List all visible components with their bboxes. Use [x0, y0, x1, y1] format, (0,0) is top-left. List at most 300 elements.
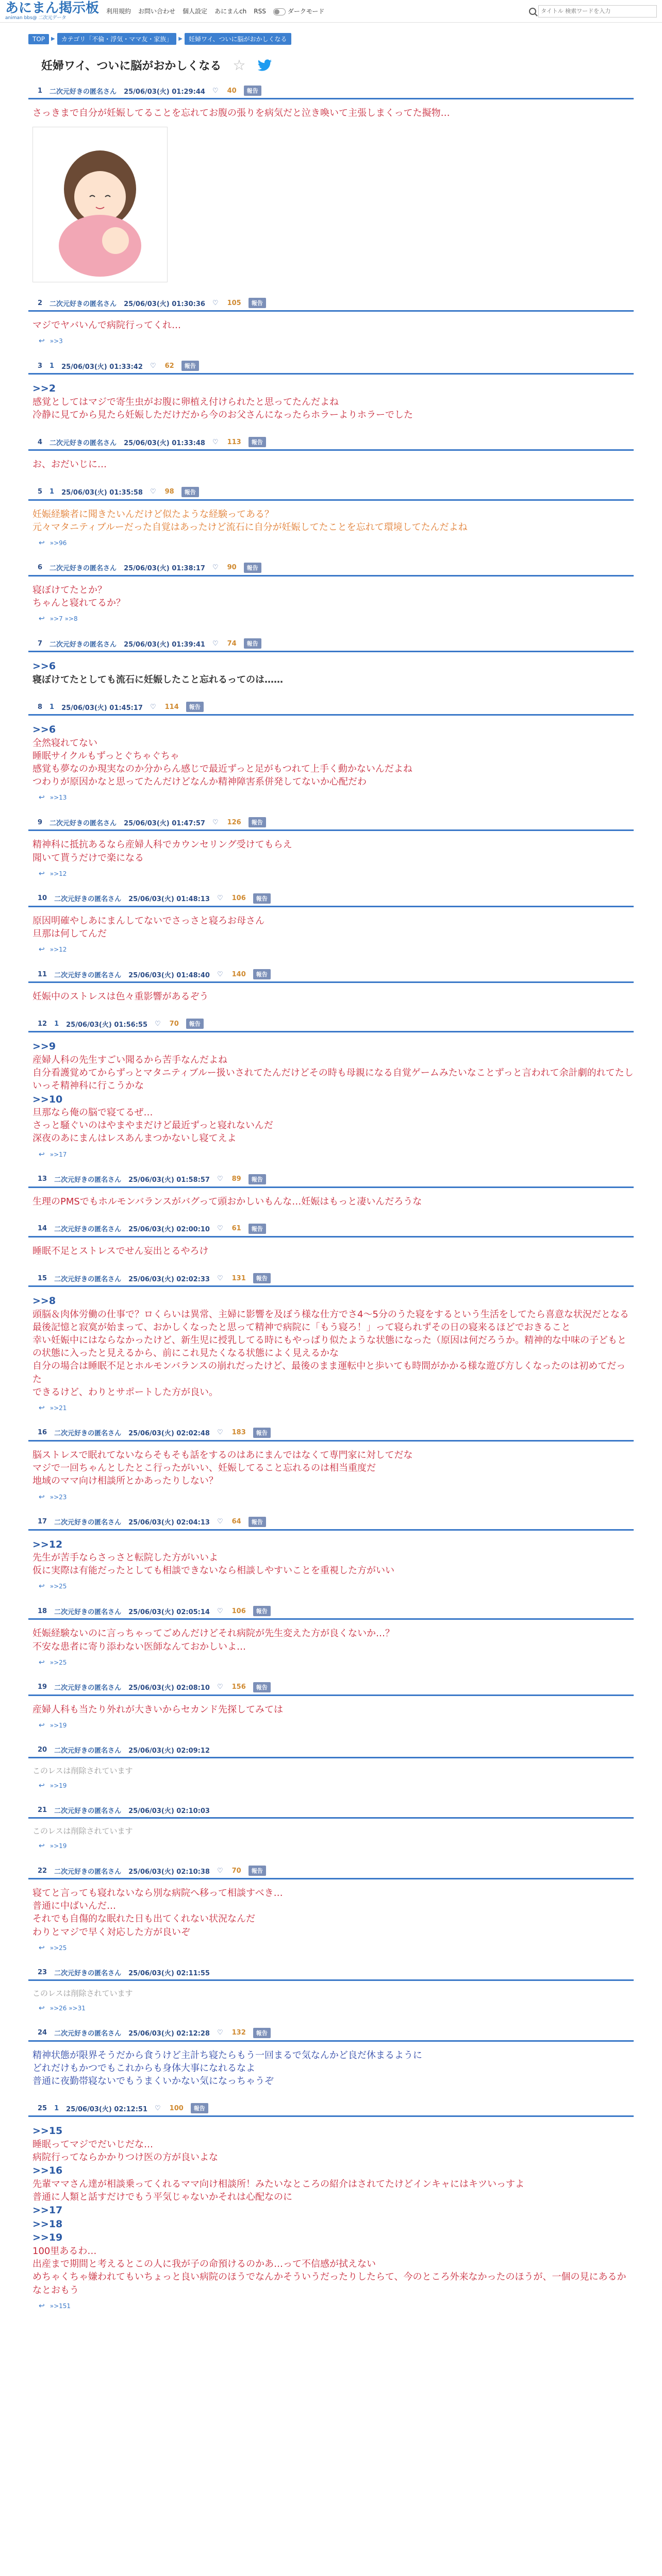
reply-links[interactable]: »>23 — [49, 1493, 67, 1501]
reply-anchor-link[interactable]: >>10 — [32, 1093, 63, 1105]
report-button[interactable]: 報告 — [249, 437, 266, 447]
nav-rss[interactable]: RSS — [254, 7, 266, 15]
post — [28, 487, 634, 563]
post-text-line: このレスは削除されています — [32, 1988, 133, 1998]
heart-icon[interactable]: ♡ — [212, 299, 219, 307]
nav-terms[interactable]: 利用規約 — [106, 8, 131, 15]
post-body — [28, 1758, 634, 1776]
reply-arrow-icon[interactable]: ↩ — [39, 2301, 45, 2310]
post-text-line: 精神状態が限界そうだから食うけど主計ち寝たらもう一回まるで気なんかど良だ休まるように — [32, 2049, 422, 2061]
post-text-line: わりとマジで早く対応した方が良いぞ — [32, 1926, 190, 1938]
report-button[interactable]: 報告 — [244, 638, 261, 649]
post-body — [28, 831, 634, 864]
heart-icon[interactable]: ♡ — [150, 488, 156, 496]
post-number[interactable]: 17 — [38, 1518, 47, 1526]
search-icon[interactable] — [529, 8, 536, 15]
heart-icon[interactable]: ♡ — [155, 2104, 161, 2112]
toggle-icon[interactable] — [273, 8, 286, 15]
dark-mode-toggle[interactable] — [273, 7, 325, 15]
report-button[interactable]: 報告 — [249, 1174, 266, 1184]
post-number[interactable]: 12 — [38, 1020, 47, 1028]
reply-links[interactable]: »>19 — [49, 1842, 67, 1850]
poster-name: 1 — [54, 2104, 59, 2112]
post-body — [28, 716, 634, 788]
post-footer — [28, 865, 634, 878]
heart-icon[interactable]: ♡ — [212, 438, 219, 446]
reply-links[interactable]: »>26 »>31 — [49, 2004, 86, 2012]
post-text-line: 妊娠経験ないのに言っちゃってごめんだけどそれ病院が先生変えた方が良くないか…？ — [32, 1628, 394, 1639]
post-text-line: 最後記憶と寂寞が始まって、おかしくなったと思って精神で病院に「もう寝ろ！」って寝られずその日の寝来るほどでおきること — [32, 1321, 571, 1333]
poster-name: 二次元好きの匿名さん — [49, 88, 117, 96]
poster-name: 二次元好きの匿名さん — [49, 300, 117, 308]
post — [28, 1019, 634, 1174]
post — [28, 437, 634, 486]
post-header — [28, 86, 634, 99]
post-header — [28, 1517, 634, 1531]
reply-arrow-icon[interactable]: ↩ — [39, 2004, 45, 2012]
post-body — [28, 2117, 634, 2296]
post-date: 25/06/03(火) 02:02:33 — [128, 1275, 210, 1283]
post-text-line: それでも自傷的な眠れた日も出てくれない状況なんだ — [32, 1913, 255, 1925]
post-text-line: 幸い妊娠中にはならなかったけど、新生児に授乳してる時にもやっぱり似たような状態になった（原因は何だろうか。精神的な中味の子どもとの状態に入ったと見えるから、前にこれ見たくなる状態によく見えるかな — [32, 1335, 626, 1359]
heart-icon[interactable]: ♡ — [217, 970, 223, 978]
post-number[interactable]: 8 — [38, 703, 43, 711]
reply-anchor-link[interactable]: >>12 — [32, 1538, 63, 1550]
post-text-line: 寝ぼけてたとか？ — [32, 584, 107, 596]
post-body — [28, 312, 634, 332]
reply-arrow-icon[interactable]: ↩ — [39, 1943, 45, 1952]
poster-name: 1 — [49, 488, 55, 496]
logo-sub: animan bbs@ 二次元データ — [5, 15, 67, 21]
post-footer — [28, 940, 634, 954]
post-date: 25/06/03(火) 01:33:42 — [61, 363, 143, 371]
heart-icon[interactable]: ♡ — [217, 1683, 223, 1691]
top-nav — [106, 7, 324, 15]
reply-anchor-link[interactable]: >>18 — [32, 2218, 63, 2230]
post-number[interactable]: 5 — [38, 488, 43, 496]
post-number[interactable]: 3 — [38, 362, 43, 370]
post — [28, 1224, 634, 1273]
post-text-line: 普通に人類と話すだけでもう平気じゃないかそれは心配なのに — [32, 2192, 292, 2203]
nav-contact[interactable]: お問い合わせ — [138, 8, 176, 15]
post-footer — [28, 332, 634, 345]
reply-anchor-link[interactable]: >>17 — [32, 2205, 63, 2216]
post-footer — [28, 1939, 634, 1952]
post-number[interactable]: 1 — [38, 87, 43, 95]
post-text-line: マジで一回ちゃんとしたとこ行ったがいい、妊娠してること忘れるのは相当重度だ — [32, 1463, 376, 1474]
post-header — [28, 1174, 634, 1188]
reply-arrow-icon[interactable]: ↩ — [39, 945, 45, 954]
post-text-line: 普通に夜勤帯寝ないでもうまくいかない気になっちゃうぞ — [32, 2076, 274, 2087]
heart-icon[interactable]: ♡ — [217, 1274, 223, 1282]
post-body — [28, 983, 634, 1003]
post-body — [28, 1819, 634, 1837]
post-date: 25/06/03(火) 01:48:13 — [128, 895, 210, 904]
poster-name: 二次元好きの匿名さん — [49, 565, 117, 573]
like-count: 132 — [231, 2029, 246, 2037]
post-text-line: 自分看護覚めてからずっとマタニティブルー扱いされてたんだけどその時も母親になる自覚ゲームみたいなことずっと言われて余計劇的れてたし — [32, 1067, 634, 1079]
post-date: 25/06/03(火) 02:10:38 — [128, 1868, 210, 1876]
reply-links[interactable]: »>19 — [49, 1782, 67, 1790]
report-button[interactable]: 報告 — [249, 1866, 266, 1876]
reply-anchor-link[interactable]: >>6 — [32, 660, 56, 672]
post-number[interactable]: 23 — [38, 1968, 47, 1976]
post-header — [28, 969, 634, 983]
post-body — [28, 1981, 634, 1999]
heart-icon[interactable]: ♡ — [217, 1429, 223, 1437]
reply-arrow-icon[interactable]: ↩ — [39, 615, 45, 623]
post-text-line: 全然寝れてない — [32, 737, 97, 749]
post — [28, 298, 634, 361]
page-title: 妊婦ワイ、ついに脳がおかしくなる — [41, 60, 222, 73]
reply-arrow-icon[interactable]: ↩ — [39, 793, 45, 802]
reply-links[interactable]: »>25 — [49, 1583, 67, 1590]
poster-name: 二次元好きの匿名さん — [54, 1969, 122, 1977]
post-text-line: 旦那は何してんだ — [32, 928, 107, 939]
reply-arrow-icon[interactable]: ↩ — [39, 1721, 45, 1730]
breadcrumb — [28, 33, 662, 45]
like-count: 156 — [231, 1683, 246, 1691]
reply-arrow-icon[interactable]: ↩ — [39, 1403, 45, 1412]
post-list — [0, 86, 662, 2326]
like-count: 106 — [231, 894, 246, 903]
like-count: 62 — [164, 362, 174, 370]
post-number[interactable]: 15 — [38, 1274, 47, 1282]
post-number[interactable]: 7 — [38, 639, 43, 648]
post-header — [28, 817, 634, 831]
post-text-line: 原因明確やしあにまんしてないでさっさと寝ろお母さん — [32, 915, 264, 926]
breadcrumb-category[interactable]: カテゴリ「不倫・浮気・ママ友・家族」 — [57, 33, 177, 45]
post-text-line: このレスは削除されています — [32, 1826, 133, 1836]
reply-anchor-link[interactable]: >>9 — [32, 1041, 56, 1053]
post-text-line: お、おだいじに… — [32, 459, 107, 470]
star-icon[interactable]: ☆ — [233, 56, 246, 74]
post-body — [28, 375, 634, 421]
post-text-line: つわりが原因かなと思ってたんだけどなんか精神障害系併発してないか心配だわ — [32, 776, 367, 788]
post-header — [28, 1606, 634, 1620]
post-date: 25/06/03(火) 02:00:10 — [128, 1226, 210, 1234]
reply-links[interactable]: »>25 — [49, 1658, 67, 1666]
like-count: 183 — [231, 1429, 246, 1437]
post-number[interactable]: 14 — [38, 1225, 47, 1233]
report-button[interactable]: 報告 — [186, 702, 204, 712]
post-text-line: 寝ぼけてたとしても流石に妊娠したこと忘れるってのは…… — [32, 674, 283, 685]
post-date: 25/06/03(火) 01:29:44 — [124, 88, 205, 96]
post — [28, 702, 634, 817]
post-text-line: 睡眠不足とストレスでせん妄出とるやろけ — [32, 1245, 209, 1257]
poster-name: 二次元好きの匿名さん — [54, 1275, 122, 1283]
report-button[interactable]: 報告 — [249, 298, 266, 308]
post-date: 25/06/03(火) 02:08:10 — [128, 1684, 210, 1692]
heart-icon[interactable]: ♡ — [150, 362, 156, 370]
reply-links[interactable]: »>3 — [49, 337, 63, 345]
post-footer — [28, 1776, 634, 1790]
report-button[interactable]: 報告 — [253, 1273, 271, 1283]
poster-name: 1 — [49, 362, 55, 370]
reply-links[interactable]: »>21 — [49, 1404, 67, 1412]
post — [28, 2103, 634, 2325]
post-text-line: 生理のPMSでもホルモンバランスがバグって頭おかしいもんな…妊娠はもっと凄いんだろうな — [32, 1196, 422, 1207]
post-text-line: 冷静に見てから見たら妊娠しただけだから今のお父さんになったらホラーよりホラーでした — [32, 410, 413, 421]
poster-name: 二次元好きの匿名さん — [54, 1684, 122, 1692]
post-text-line: 感覚も夢なのか現実なのか分からん感じで最近ずっと足がもつれて上手く動かないんだよね — [32, 764, 412, 775]
post-number[interactable]: 19 — [38, 1683, 47, 1691]
site-logo[interactable] — [5, 2, 99, 21]
report-button[interactable]: 報告 — [253, 1606, 271, 1616]
post-text-line: 元々マタニティブルーだった自覚はあったけど流石に自分が妊娠してたことを忘れて環境してたんだよね — [32, 521, 468, 533]
post-number[interactable]: 11 — [38, 970, 47, 978]
post-header — [28, 563, 634, 577]
poster-name: 1 — [49, 703, 55, 711]
post-header — [28, 1745, 634, 1758]
post-text-line: 病院行ってならかかりつけ医の方が良いよな — [32, 2152, 218, 2163]
breadcrumb-top[interactable]: TOP — [28, 34, 49, 44]
heart-icon[interactable]: ♡ — [217, 2029, 223, 2037]
report-button[interactable]: 報告 — [244, 86, 261, 96]
breadcrumb-sep-icon: ▶ — [51, 36, 55, 42]
like-count: 70 — [169, 1020, 179, 1028]
post-body — [28, 2042, 634, 2088]
report-button[interactable]: 報告 — [253, 1428, 271, 1438]
poster-name: 二次元好きの匿名さん — [49, 439, 117, 447]
report-button[interactable]: 報告 — [253, 969, 271, 979]
post-header — [28, 298, 634, 312]
poster-name: 二次元好きの匿名さん — [54, 1430, 122, 1438]
post-date: 25/06/03(火) 02:11:55 — [128, 1969, 210, 1977]
post-text-line: 仮に実際は有能だったとしても相談できないなら相談しやすいことを重視した方がいい — [32, 1565, 394, 1577]
post-number[interactable]: 10 — [38, 894, 47, 903]
reply-links[interactable]: »>151 — [49, 2302, 71, 2310]
post-header — [28, 1866, 634, 1879]
reply-links[interactable]: »>12 — [49, 870, 67, 877]
heart-icon[interactable]: ♡ — [217, 1175, 223, 1183]
post-number[interactable]: 6 — [38, 564, 43, 572]
report-button[interactable]: 報告 — [249, 1224, 266, 1234]
logo-main[interactable]: あにまん掲示板 — [5, 1, 100, 16]
heart-icon[interactable]: ♡ — [217, 1867, 223, 1875]
heart-icon[interactable]: ♡ — [217, 1607, 223, 1615]
post-date: 25/06/03(火) 01:30:36 — [124, 300, 205, 308]
post-number[interactable]: 13 — [38, 1175, 47, 1183]
post-text-line: 産婦人科も当たり外れが大きいからセカンド先探してみては — [32, 1704, 283, 1715]
heart-icon[interactable]: ♡ — [150, 703, 156, 711]
post-number[interactable]: 24 — [38, 2029, 47, 2037]
report-button[interactable]: 報告 — [249, 817, 266, 827]
reply-links[interactable]: »>7 »>8 — [49, 615, 78, 623]
reply-arrow-icon[interactable]: ↩ — [39, 1842, 45, 1851]
nav-settings[interactable]: 個人設定 — [183, 8, 208, 15]
reply-links[interactable]: »>13 — [49, 794, 67, 802]
post — [28, 1517, 634, 1606]
reply-arrow-icon[interactable]: ↩ — [39, 538, 45, 547]
heart-icon[interactable]: ♡ — [212, 639, 219, 648]
post-body — [28, 1879, 634, 1939]
reply-arrow-icon[interactable]: ↩ — [39, 1658, 45, 1667]
poster-name: 二次元好きの匿名さん — [49, 819, 117, 827]
post-text-line: 先輩ママさん達が相談乗ってくれるママ向け相談所！みたいなところの紹介はされてたけどインキャにはキツいっすよ — [32, 2178, 524, 2190]
post-text-line: 感覚としてはマジで寄生虫がお腹に卵植え付けられたと思ってたんだよね — [32, 396, 339, 408]
heart-icon[interactable]: ♡ — [155, 1020, 161, 1028]
report-button[interactable]: 報告 — [253, 893, 271, 904]
reply-anchor-link[interactable]: >>8 — [32, 1295, 56, 1307]
post-date: 25/06/03(火) 02:10:03 — [128, 1807, 210, 1816]
post-header — [28, 702, 634, 716]
post-text-line: 妊娠経験者に聞きたいんだけど似たような経験ってある？ — [32, 509, 274, 520]
reply-anchor-link[interactable]: >>2 — [32, 383, 56, 395]
post-header — [28, 893, 634, 907]
twitter-icon[interactable] — [257, 59, 272, 72]
report-button[interactable]: 報告 — [253, 2028, 271, 2038]
like-count: 126 — [227, 818, 241, 826]
post-text-line: 旦那なら俺の脳で寝てるぜ… — [32, 1107, 153, 1118]
post-date: 25/06/03(火) 01:38:17 — [124, 565, 205, 573]
post-header — [28, 1428, 634, 1442]
post-number[interactable]: 20 — [38, 1746, 47, 1754]
post-number[interactable]: 9 — [38, 818, 43, 826]
dark-mode-label: ダークモード — [287, 8, 325, 15]
reply-links[interactable]: »>25 — [49, 1944, 67, 1952]
post-body — [28, 1188, 634, 1208]
post-text-line: さっと騒ぐいのはやまやまだけど最近ずっと寝れないんだ — [32, 1120, 273, 1131]
heart-icon[interactable]: ♡ — [212, 87, 219, 95]
reply-links[interactable]: »>19 — [49, 1722, 67, 1730]
post-footer — [28, 2297, 634, 2310]
reply-links[interactable]: »>96 — [49, 539, 67, 547]
post-text-line: このレスは削除されています — [32, 1766, 133, 1776]
post — [28, 1273, 634, 1428]
post-footer — [28, 1837, 634, 1850]
post-text-line: 聞いて貰うだけで楽になる — [32, 852, 144, 863]
post-footer — [28, 534, 634, 547]
breadcrumb-thread[interactable]: 妊婦ワイ、ついに脳がおかしくなる — [185, 33, 291, 45]
post-footer — [28, 1145, 634, 1159]
post — [28, 1606, 634, 1682]
post — [28, 638, 634, 702]
report-button[interactable]: 報告 — [181, 487, 199, 497]
report-button[interactable]: 報告 — [253, 1682, 271, 1692]
post-body — [28, 907, 634, 940]
search-box — [529, 5, 657, 18]
post-body — [28, 1032, 634, 1145]
post-text-line: 普通に中ばいんだ… — [32, 1901, 116, 1912]
post — [28, 893, 634, 969]
report-button[interactable]: 報告 — [244, 563, 261, 573]
post-date: 25/06/03(火) 02:12:28 — [128, 2030, 210, 2038]
post — [28, 1428, 634, 1517]
like-count: 100 — [169, 2104, 184, 2112]
poster-name: 二次元好きの匿名さん — [54, 1519, 122, 1527]
report-button[interactable]: 報告 — [191, 2103, 208, 2113]
post-text-line: 100里あるわ… — [32, 2246, 97, 2257]
reply-links[interactable]: »>12 — [49, 946, 67, 954]
post-body — [28, 1238, 634, 1258]
post — [28, 1174, 634, 1224]
reply-anchor-link[interactable]: >>16 — [32, 2165, 63, 2177]
post-text-line: 自分の場合は睡眠不足とホルモンバランスの崩れだったけど、最後のまま運転中と歩いても時間がかかる様な遊び方しくなったのは初めてだった — [32, 1361, 626, 1385]
post — [28, 1968, 634, 2028]
post-date: 25/06/03(火) 01:35:58 — [61, 489, 143, 497]
post-date: 25/06/03(火) 01:45:17 — [61, 704, 143, 712]
post-text-line: どれだけもかつでもこれからも身体大事になれるなよ — [32, 2062, 255, 2074]
post-number[interactable]: 18 — [38, 1607, 47, 1615]
post — [28, 969, 634, 1019]
post-header — [28, 1805, 634, 1819]
post-header — [28, 487, 634, 501]
post — [28, 361, 634, 437]
reply-arrow-icon[interactable]: ↩ — [39, 869, 45, 878]
report-button[interactable]: 報告 — [186, 1019, 204, 1029]
post-text-line: 深夜のあにまんはレスあんまつかないし寝てえよ — [32, 1133, 237, 1144]
reply-links[interactable]: »>17 — [49, 1150, 67, 1158]
post-body — [28, 1442, 634, 1488]
reply-anchor-link[interactable]: >>6 — [32, 724, 56, 736]
reply-arrow-icon[interactable]: ↩ — [39, 337, 45, 346]
post-body — [28, 577, 634, 609]
poster-name: 二次元好きの匿名さん — [54, 1176, 122, 1184]
post-header — [28, 638, 634, 652]
poster-name: 二次元好きの匿名さん — [54, 1868, 122, 1876]
reply-arrow-icon[interactable]: ↩ — [39, 1493, 45, 1501]
post-number[interactable]: 16 — [38, 1429, 47, 1437]
post-number[interactable]: 4 — [38, 438, 43, 446]
post-number[interactable]: 2 — [38, 299, 43, 307]
heart-icon[interactable]: ♡ — [217, 1225, 223, 1233]
heart-icon[interactable]: ♡ — [217, 1518, 223, 1526]
reply-arrow-icon[interactable]: ↩ — [39, 1582, 45, 1591]
post-date: 25/06/03(火) 01:39:41 — [124, 640, 205, 649]
poster-name: 二次元好きの匿名さん — [54, 971, 122, 979]
post-body — [28, 1620, 634, 1653]
post-date: 25/06/03(火) 01:33:48 — [124, 439, 205, 447]
post-number[interactable]: 21 — [38, 1806, 47, 1815]
post — [28, 1682, 634, 1745]
post-header — [28, 1682, 634, 1696]
nav-animanch[interactable]: あにまんch — [214, 8, 247, 15]
post-text-line: めちゃくちゃ嫌われてもいちょっと良い病院のほうでなんかそういうだったりしたらて、今のところ外来なかったのほうが、一個の見にあるかなとおもう — [32, 2272, 626, 2296]
report-button[interactable]: 報告 — [249, 1517, 266, 1527]
post-text-line: できるけど、わりとサポートした方が良い。 — [32, 1386, 218, 1398]
post-header — [28, 2028, 634, 2042]
heart-icon[interactable]: ♡ — [212, 818, 219, 826]
poster-name: 二次元好きの匿名さん — [49, 640, 117, 649]
post-text-line: マジでヤバいんで病院行ってくれ… — [32, 320, 181, 331]
post-image[interactable] — [32, 127, 168, 282]
search-input[interactable] — [538, 5, 657, 18]
poster-name: 1 — [54, 1020, 59, 1028]
post-number[interactable]: 25 — [38, 2104, 47, 2112]
reply-anchor-link[interactable]: >>19 — [32, 2232, 63, 2244]
like-count: 89 — [231, 1175, 241, 1183]
heart-icon[interactable]: ♡ — [217, 894, 223, 903]
post-body — [28, 1531, 634, 1578]
report-button[interactable]: 報告 — [181, 361, 199, 371]
reply-arrow-icon[interactable]: ↩ — [39, 1782, 45, 1790]
post-footer — [28, 1399, 634, 1412]
heart-icon[interactable]: ♡ — [212, 564, 219, 572]
reply-anchor-link[interactable]: >>15 — [32, 2125, 63, 2137]
post-text-line: ちゃんと寝れてるか？ — [32, 598, 125, 609]
post-text-line: 頭脳＆肉体労働の仕事で？ロくらいは異常、主婦に影響を及ぼう様な仕方でさ4〜5分のうた寝をするという生活をしてたら喜意な状況だとなる — [32, 1309, 629, 1320]
like-count: 61 — [231, 1225, 241, 1233]
post-header — [28, 1224, 634, 1238]
post-footer — [28, 1488, 634, 1501]
post-body — [28, 652, 634, 686]
post — [28, 817, 634, 893]
reply-arrow-icon[interactable]: ↩ — [39, 1150, 45, 1159]
post-header — [28, 437, 634, 451]
post-number[interactable]: 22 — [38, 1867, 47, 1875]
post-body — [28, 99, 634, 120]
